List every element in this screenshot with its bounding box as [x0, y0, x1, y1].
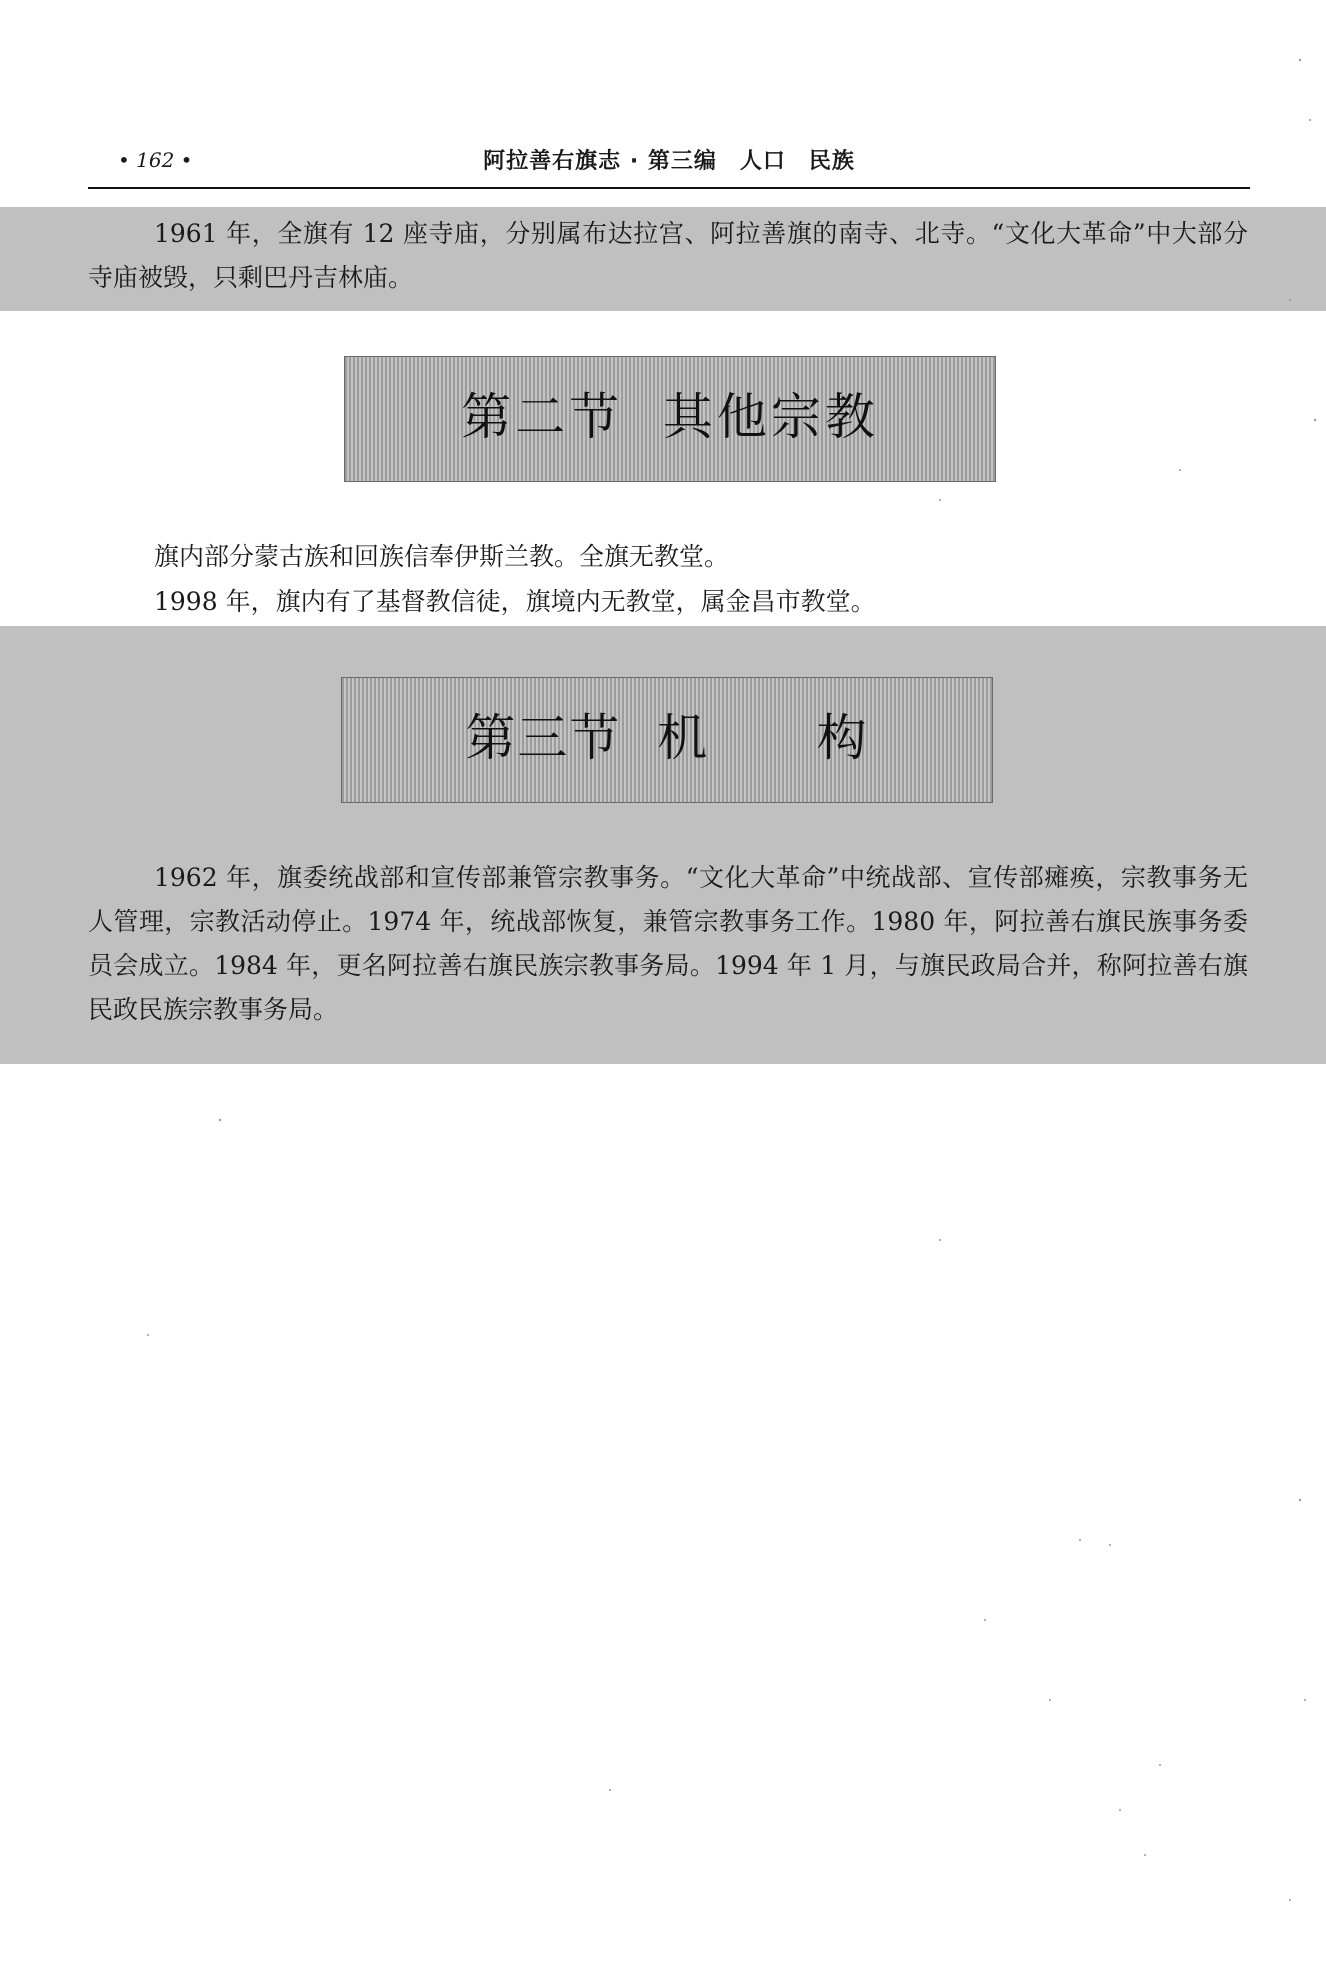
page-number: • 162 • [118, 148, 193, 172]
paragraph: 1998 年，旗内有了基督教信徒，旗境内无教堂，属金昌市教堂。 [154, 587, 876, 616]
book-title: 阿拉善右旗志 · 第三编 人口 民族 [483, 149, 855, 174]
paragraph: 旗内部分蒙古族和回族信奉伊斯兰教。全旗无教堂。 [154, 542, 730, 571]
section-title: 第三节 机 构 [465, 709, 869, 767]
section-title: 第二节 其他宗教 [461, 388, 879, 446]
paragraph: 1962 年，旗委统战部和宣传部兼管宗教事务。“文化大革命”中统战部、宣传部瘫痪，宗教事务无人管理，宗教活动停止。1974 年，统战部恢复，兼管宗教事务工作。1980 年，阿拉善右旗民族事务委员会成立。1984 年，更名阿拉善右旗民族宗教事务局。1994 年 1 月，与旗民政局合并，称阿拉善右旗民政民族宗教事务局。 [88, 863, 1248, 1024]
paragraph: 1961 年，全旗有 12 座寺庙，分别属布达拉宫、阿拉善旗的南寺、北寺。“文化大革命”中大部分寺庙被毁，只剩巴丹吉林庙。 [88, 219, 1248, 292]
